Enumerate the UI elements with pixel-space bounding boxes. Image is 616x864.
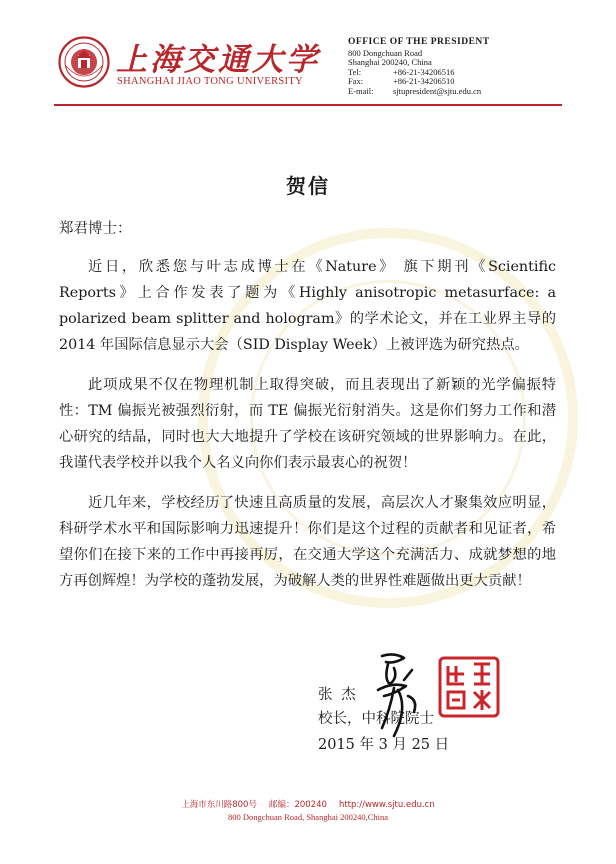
office-address-line-2: Shanghai 200240, China [348, 57, 432, 68]
footer-postcode-label: 邮编： [268, 800, 295, 810]
university-seal-icon [58, 36, 110, 88]
tel-label: Tel: [348, 66, 362, 77]
paragraph-2: 此项成果不仅在物理机制上取得突破，而且表现出了新颖的光学偏振特性：TM 偏振光被强烈衍射，而 TE 偏振光衍射消失。这是你们努力工作和潜心研究的结晶，同时也大大地提升了学校在该研究领域的世界影响力。在此，我谨代表学校并以我个人名义向你们表示最衷心的祝贺！ [59, 377, 556, 471]
letter-title: 贺信 [286, 174, 330, 198]
fax-label: Fax: [348, 76, 364, 87]
office-contact-block [348, 38, 490, 97]
signer-title: 校长，中科院院士 [318, 711, 434, 727]
footer-postcode: 200240 [294, 800, 327, 810]
email-label: E-mail: [348, 85, 374, 96]
footer-address-en: 800 Dongchuan Road, Shanghai 200240,China [227, 812, 389, 822]
handwritten-signature-icon [364, 650, 430, 740]
footer-website: http://www.sjtu.edu.cn [338, 800, 435, 810]
letter-salutation: 郑君博士： [59, 221, 132, 237]
office-address-line-1: 800 Dongchuan Road [348, 47, 423, 58]
office-title: OFFICE OF THE PRESIDENT [348, 37, 490, 47]
letter-date: 2015 年 3 月 25 日 [318, 737, 450, 753]
email-value: sjtupresident@sjtu.edu.cn [393, 85, 482, 96]
fax-value: +86-21-34206510 [393, 76, 455, 87]
tel-value: +86-21-34206516 [393, 66, 455, 77]
paragraph-3: 近几年来，学校经历了快速且高质量的发展，高层次人才聚集效应明显，科研学术水平和国际影响力迅速提升！你们是这个过程的贡献者和见证者，希望你们在接下来的工作中再接再厉，在交通大学这个充满活力、成就梦想的地方再创辉煌！为学校的蓬勃发展，为破解人类的世界性难题做出更大贡献！ [59, 495, 556, 589]
footer-address-cn [0, 798, 616, 810]
signer-name: 张 杰 [318, 687, 358, 703]
footer-address: 上海市东川路800号 [181, 800, 257, 810]
university-name-cn: 上海交通大学 [116, 42, 320, 78]
university-name-en: SHANGHAI JIAO TONG UNIVERSITY [117, 76, 303, 87]
letterhead-divider [54, 104, 562, 106]
paragraph-1: 近日，欣悉您与叶志成博士在《Nature》 旗下期刊《Scientific Reports》上合作发表了题为《Highly anisotropic metasurface: a polarized beam splitter and hologram》的学术论文，并在工业界主导的 2014 年国际信息显示大会（SID Display Week）上被评选为研究热点。 [59, 259, 556, 353]
personal-seal-stamp-icon [438, 656, 500, 718]
office-email [348, 87, 490, 97]
